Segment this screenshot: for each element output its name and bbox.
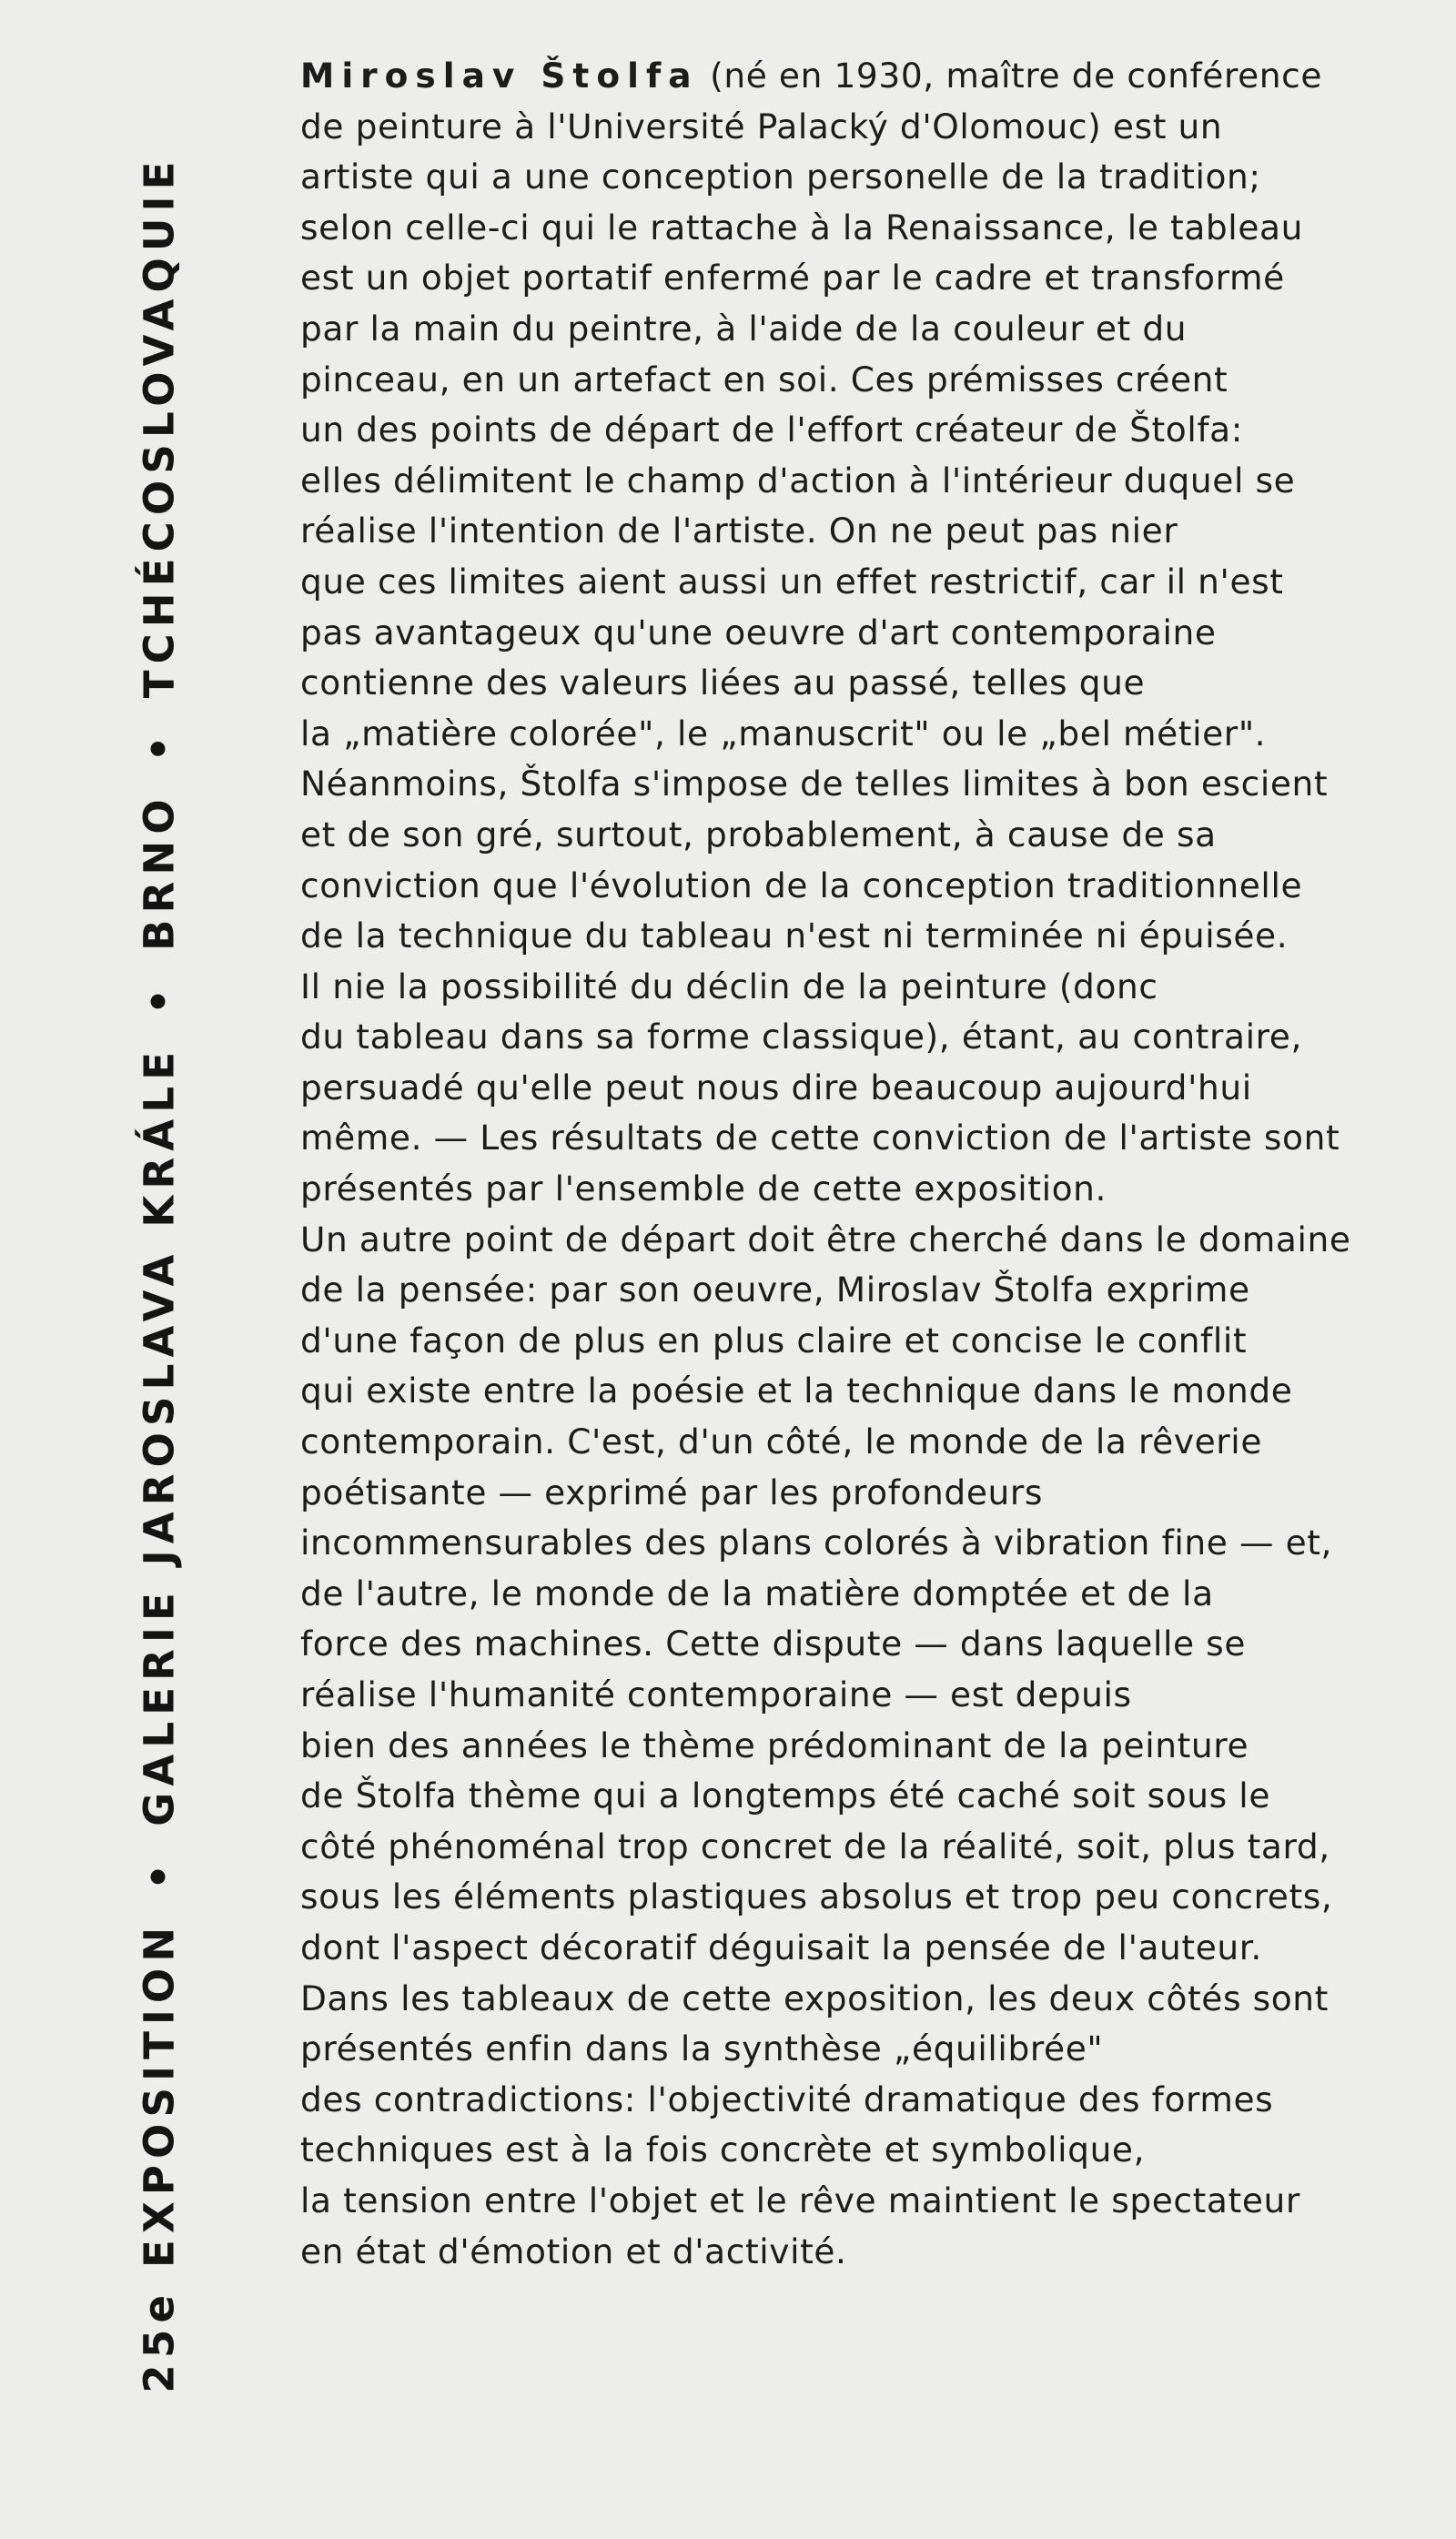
title-part-gallery: GALERIE JAROSLAVA KRÁLE <box>135 1045 184 1826</box>
text-line: réalise l'humanité contemporaine — est depuis <box>300 1674 1132 1715</box>
vertical-title-text <box>136 155 184 2392</box>
text-line: présentés par l'ensemble de cette exposition. <box>300 1168 1107 1209</box>
text-line: Dans les tableaux de cette exposition, les deux côtés sont <box>300 1978 1329 2018</box>
text-line: côté phénoménal trop concret de la réalité, soit, plus tard, <box>300 1826 1330 1866</box>
text-line: persuadé qu'elle peut nous dire beaucoup aujourd'hui <box>300 1067 1252 1108</box>
text-line: et de son gré, surtout, probablement, à cause de sa <box>300 814 1217 855</box>
text-line: force des machines. Cette dispute — dans laquelle se <box>300 1624 1246 1664</box>
bullet-separator: • <box>135 981 184 1015</box>
text-line: de la pensée: par son oeuvre, Miroslav Štolfa exprime <box>300 1270 1250 1310</box>
text-line: poétisante — exprimé par les profondeurs <box>300 1472 1044 1512</box>
text-line: de la technique du tableau n'est ni terminée ni épuisée. <box>300 915 1289 956</box>
text-line: contienne des valeurs liées au passé, telles que <box>300 663 1146 703</box>
text-line: dont l'aspect décoratif déguisait la pensée de l'auteur. <box>300 1927 1262 1967</box>
text-line: qui existe entre la poésie et la technique dans le monde <box>300 1371 1293 1411</box>
text-line: de l'autre, le monde de la matière domptée et de la <box>300 1573 1214 1613</box>
text-line: par la main du peintre, à l'aide de la couleur et du <box>300 308 1188 349</box>
text-line: pinceau, en un artefact en soi. Ces prémisses créent <box>300 359 1228 400</box>
text-line: Un autre point de départ doit être cherché dans le domaine <box>300 1219 1351 1259</box>
text-line: du tableau dans sa forme classique), étant, au contraire, <box>300 1017 1302 1057</box>
text-line: d'une façon de plus en plus claire et concise le conflit <box>300 1320 1248 1361</box>
text-line: la tension entre l'objet et le rêve maintient le spectateur <box>300 2180 1300 2220</box>
text-line: est un objet portatif enfermé par le cadre et transformé <box>300 258 1285 298</box>
text-line: elles délimitent le champ d'action à l'intérieur duquel se <box>300 460 1296 501</box>
text-line: de peinture à l'Université Palacký d'Olomouc) est un <box>300 106 1223 147</box>
text-line: présentés enfin dans la synthèse „équilibrée" <box>300 2028 1104 2069</box>
text-line: même. — Les résultats de cette conviction de l'artiste sont <box>300 1118 1340 1158</box>
text-line: en état d'émotion et d'activité. <box>300 2230 847 2271</box>
title-part-exposition: 25e EXPOSITION <box>135 1920 184 2393</box>
text-line: un des points de départ de l'effort créateur de Štolfa: <box>300 410 1243 450</box>
text-line: artiste qui a une conception personelle de la tradition; <box>300 157 1261 197</box>
text-line: la „matière colorée", le „manuscrit" ou le „bel métier". <box>300 713 1267 754</box>
text-line: de Štolfa thème qui a longtemps été caché soit sous le <box>300 1775 1270 1816</box>
first-line-text: (né en 1930, maître de conférence <box>710 56 1323 96</box>
text-line: réalise l'intention de l'artiste. On ne peut pas nier <box>300 511 1178 551</box>
text-line: incommensurables des plans colorés à vibration fine — et, <box>300 1522 1333 1563</box>
author-name: Miroslav Štolfa <box>300 56 699 96</box>
text-line: bien des années le thème prédominant de la peinture <box>300 1725 1249 1765</box>
text-line: Néanmoins, Štolfa s'impose de telles limites à bon escient <box>300 764 1329 804</box>
bullet-separator: • <box>135 729 184 763</box>
text-line: pas avantageux qu'une oeuvre d'art contemporaine <box>300 612 1217 652</box>
text-line: sous les éléments plastiques absolus et trop peu concrets, <box>300 1876 1333 1917</box>
article-body <box>300 51 1438 2277</box>
text-line: contemporain. C'est, d'un côté, le monde de la rêverie <box>300 1421 1262 1462</box>
bullet-separator: • <box>135 1856 184 1890</box>
text-line <box>300 51 1438 102</box>
title-part-country: TCHÉCOSLOVAQUIE <box>135 155 184 699</box>
text-line: des contradictions: l'objectivité dramatique des formes <box>300 2079 1274 2119</box>
text-line: techniques est à la fois concrète et symbolique, <box>300 2129 1146 2170</box>
text-line: Il nie la possibilité du déclin de la peinture (donc <box>300 966 1158 1006</box>
title-part-city: BRNO <box>135 793 184 951</box>
text-line: conviction que l'évolution de la conception traditionnelle <box>300 865 1303 905</box>
text-line: selon celle-ci qui le rattache à la Renaissance, le tableau <box>300 207 1303 248</box>
text-line: que ces limites aient aussi un effet restrictif, car il n'est <box>300 561 1284 602</box>
